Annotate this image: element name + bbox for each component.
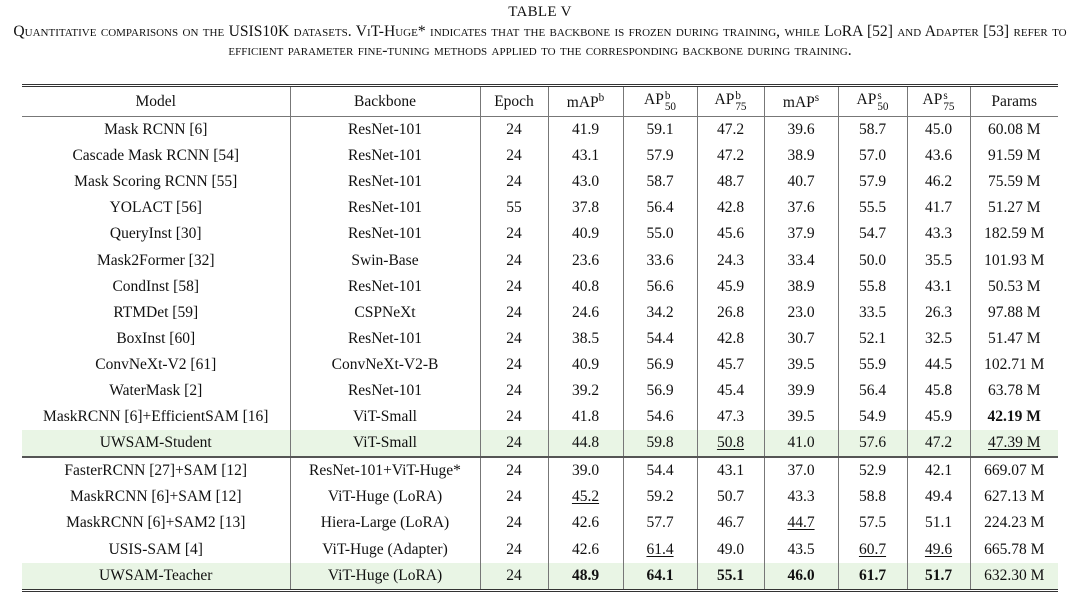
table-caption: Quantitative comparisons on the USIS10K datasets. ViT-Huge* indicates that the backbone is frozen during training, while LoRA [52] and Adapter [53] refer to efficient parameter fine-tuning methods applied to the corresponding backbone during training. xyxy=(13,23,1067,59)
table-row xyxy=(22,143,1058,169)
cell-ap50-s: 60.7 xyxy=(838,537,907,563)
header-map-s-sup: s xyxy=(814,91,820,104)
cell-map-s: 37.9 xyxy=(764,221,838,247)
header-ap75-s-sub: 75 xyxy=(943,100,955,113)
table-row xyxy=(22,537,1058,563)
cell-map-b: 40.8 xyxy=(548,274,623,300)
cell-backbone: ResNet-101 xyxy=(290,143,480,169)
cell-model: ConvNeXt-V2 [61] xyxy=(22,352,290,378)
cell-model: USIS-SAM [4] xyxy=(22,537,290,563)
table-row xyxy=(22,563,1058,589)
cell-epoch: 24 xyxy=(480,169,548,195)
cell-ap75-s: 43.1 xyxy=(907,274,970,300)
header-backbone: Backbone xyxy=(290,87,480,117)
cell-ap50-s: 55.9 xyxy=(838,352,907,378)
cell-ap75-b: 42.8 xyxy=(697,326,764,352)
header-map-b-base: mAP xyxy=(566,93,599,111)
cell-ap50-s: 58.8 xyxy=(838,484,907,510)
cell-params: 47.39 M xyxy=(970,430,1058,457)
cell-map-s: 37.6 xyxy=(764,195,838,221)
cell-backbone: ResNet-101 xyxy=(290,195,480,221)
header-map-b-sup: b xyxy=(598,91,605,104)
cell-ap75-s: 43.3 xyxy=(907,221,970,247)
cell-map-b: 38.5 xyxy=(548,326,623,352)
cell-model: MaskRCNN [6]+EfficientSAM [16] xyxy=(22,404,290,430)
header-ap50-b-sub: 50 xyxy=(664,100,676,113)
cell-ap50-b: 59.1 xyxy=(623,117,697,144)
cell-map-b: 41.8 xyxy=(548,404,623,430)
results-table xyxy=(22,87,1058,589)
cell-model: BoxInst [60] xyxy=(22,326,290,352)
cell-epoch: 24 xyxy=(480,221,548,247)
cell-backbone: ViT-Huge (LoRA) xyxy=(290,484,480,510)
cell-ap75-s: 51.1 xyxy=(907,510,970,536)
cell-params: 42.19 M xyxy=(987,408,1041,426)
cell-ap75-s: 46.2 xyxy=(907,169,970,195)
cell-params: 91.59 M xyxy=(987,147,1041,165)
cell-model: Mask RCNN [6] xyxy=(22,117,290,144)
cell-model: FasterRCNN [27]+SAM [12] xyxy=(22,457,290,484)
cell-params: 224.23 M xyxy=(984,514,1045,532)
cell-ap75-b: 42.8 xyxy=(697,195,764,221)
cell-epoch: 24 xyxy=(480,510,548,536)
cell-map-s: 44.7 xyxy=(764,510,838,536)
table-row xyxy=(22,484,1058,510)
cell-ap75-s: 51.7 xyxy=(907,563,970,589)
cell-params: 101.93 M xyxy=(984,251,1045,269)
table-row xyxy=(22,457,1058,484)
cell-ap50-b: 57.9 xyxy=(623,143,697,169)
cell-params: 669.07 M xyxy=(970,457,1058,484)
cell-backbone: ViT-Small xyxy=(290,404,480,430)
cell-ap50-b: 34.2 xyxy=(623,300,697,326)
cell-model: YOLACT [56] xyxy=(22,195,290,221)
cell-ap75-s: 45.0 xyxy=(907,117,970,144)
cell-ap75-b: 55.1 xyxy=(697,563,764,589)
cell-ap75-b: 47.3 xyxy=(697,404,764,430)
cell-ap50-s: 55.8 xyxy=(838,274,907,300)
header-epoch: Epoch xyxy=(480,87,548,117)
table-row xyxy=(22,300,1058,326)
header-ap75-s-sup: s xyxy=(943,90,948,103)
table-body xyxy=(22,117,1058,589)
header-model: Model xyxy=(22,87,290,117)
cell-ap50-s: 54.9 xyxy=(838,404,907,430)
table-row xyxy=(22,510,1058,536)
cell-ap75-s: 42.1 xyxy=(907,457,970,484)
cell-model: RTMDet [59] xyxy=(22,300,290,326)
cell-map-s: 41.0 xyxy=(764,430,838,457)
cell-ap75-b: 45.9 xyxy=(697,274,764,300)
header-map-b xyxy=(548,87,623,117)
cell-ap50-s: 57.5 xyxy=(838,510,907,536)
cell-map-b: 39.2 xyxy=(548,378,623,404)
cell-model: CondInst [58] xyxy=(22,274,290,300)
header-ap50-b-sup: b xyxy=(664,90,671,103)
cell-backbone: ConvNeXt-V2-B xyxy=(290,352,480,378)
header-ap50-b xyxy=(623,87,697,117)
cell-map-s: 39.9 xyxy=(764,378,838,404)
cell-map-b: 43.1 xyxy=(548,143,623,169)
cell-epoch: 24 xyxy=(480,430,548,457)
cell-model: WaterMask [2] xyxy=(22,378,290,404)
cell-ap50-b: 56.6 xyxy=(623,274,697,300)
cell-ap50-b: 59.8 xyxy=(623,430,697,457)
cell-epoch: 24 xyxy=(480,537,548,563)
header-ap75-b-sub: 75 xyxy=(735,100,747,113)
cell-ap75-b: 43.1 xyxy=(697,457,764,484)
table-row xyxy=(22,378,1058,404)
cell-params: 75.59 M xyxy=(987,173,1041,191)
cell-backbone: ResNet-101 xyxy=(290,378,480,404)
cell-map-s: 37.0 xyxy=(764,457,838,484)
cell-epoch: 24 xyxy=(480,326,548,352)
cell-map-b: 44.8 xyxy=(548,430,623,457)
cell-map-b: 40.9 xyxy=(548,352,623,378)
cell-epoch: 24 xyxy=(480,378,548,404)
cell-ap75-s: 26.3 xyxy=(907,300,970,326)
cell-ap75-s: 45.9 xyxy=(907,404,970,430)
cell-backbone: ResNet-101 xyxy=(290,221,480,247)
cell-epoch: 24 xyxy=(480,484,548,510)
cell-ap50-b: 54.6 xyxy=(623,404,697,430)
cell-ap50-b: 56.9 xyxy=(623,352,697,378)
table-row xyxy=(22,221,1058,247)
cell-ap75-b: 50.7 xyxy=(697,484,764,510)
header-params: Params xyxy=(970,87,1058,117)
cell-ap50-s: 57.9 xyxy=(838,169,907,195)
table-row xyxy=(22,430,1058,457)
cell-backbone: ResNet-101 xyxy=(290,117,480,144)
cell-epoch: 24 xyxy=(480,404,548,430)
cell-epoch: 24 xyxy=(480,300,548,326)
cell-ap75-s: 41.7 xyxy=(907,195,970,221)
cell-ap75-b: 45.4 xyxy=(697,378,764,404)
cell-ap75-b: 45.7 xyxy=(697,352,764,378)
cell-ap50-b: 55.0 xyxy=(623,221,697,247)
cell-map-s: 39.5 xyxy=(764,352,838,378)
cell-params: 632.30 M xyxy=(970,563,1058,589)
cell-ap50-s: 55.5 xyxy=(838,195,907,221)
cell-ap50-b: 56.4 xyxy=(623,195,697,221)
cell-ap75-b: 24.3 xyxy=(697,247,764,273)
cell-map-s: 43.5 xyxy=(764,537,838,563)
header-ap75-s xyxy=(907,87,970,117)
header-map-s xyxy=(764,87,838,117)
cell-model: Mask Scoring RCNN [55] xyxy=(22,169,290,195)
cell-params: 665.78 M xyxy=(984,540,1045,558)
cell-backbone: Hiera-Large (LoRA) xyxy=(290,510,480,536)
cell-ap75-b: 49.0 xyxy=(697,537,764,563)
cell-backbone: ViT-Huge (Adapter) xyxy=(290,537,480,563)
cell-ap50-b: 58.7 xyxy=(623,169,697,195)
header-ap50-s-base: AP xyxy=(856,90,877,108)
cell-backbone: ResNet-101+ViT-Huge* xyxy=(290,457,480,484)
header-ap75-b xyxy=(697,87,764,117)
cell-ap50-s: 33.5 xyxy=(838,300,907,326)
header-row xyxy=(22,87,1058,117)
cell-ap50-b: 64.1 xyxy=(623,563,697,589)
cell-backbone: CSPNeXt xyxy=(290,300,480,326)
table-row xyxy=(22,169,1058,195)
cell-epoch: 24 xyxy=(480,247,548,273)
cell-backbone: ResNet-101 xyxy=(290,326,480,352)
cell-map-s: 46.0 xyxy=(764,563,838,589)
cell-ap50-b: 59.2 xyxy=(623,484,697,510)
cell-model: MaskRCNN [6]+SAM2 [13] xyxy=(22,510,290,536)
cell-epoch: 24 xyxy=(480,457,548,484)
cell-ap50-b: 56.9 xyxy=(623,378,697,404)
cell-backbone: ViT-Huge (LoRA) xyxy=(290,563,480,589)
header-ap75-s-base: AP xyxy=(922,90,943,108)
cell-map-b: 42.6 xyxy=(548,537,623,563)
header-ap75-b-base: AP xyxy=(714,90,735,108)
table-row xyxy=(22,247,1058,273)
cell-ap75-b: 50.8 xyxy=(697,430,764,457)
cell-model: UWSAM-Student xyxy=(22,430,290,457)
cell-ap75-s: 35.5 xyxy=(907,247,970,273)
cell-map-b: 23.6 xyxy=(548,247,623,273)
cell-epoch: 24 xyxy=(480,117,548,144)
cell-epoch: 24 xyxy=(480,143,548,169)
cell-params: 51.47 M xyxy=(987,329,1041,347)
cell-ap75-s: 32.5 xyxy=(907,326,970,352)
cell-model: QueryInst [30] xyxy=(22,221,290,247)
cell-ap50-b: 57.7 xyxy=(623,510,697,536)
cell-backbone: Swin-Base xyxy=(290,247,480,273)
cell-ap75-b: 45.6 xyxy=(697,221,764,247)
header-ap50-s xyxy=(838,87,907,117)
table-row xyxy=(22,195,1058,221)
cell-ap50-s: 50.0 xyxy=(838,247,907,273)
cell-map-b: 40.9 xyxy=(548,221,623,247)
cell-ap50-s: 57.0 xyxy=(838,143,907,169)
cell-ap75-s: 45.8 xyxy=(907,378,970,404)
cell-map-s: 39.6 xyxy=(764,117,838,144)
cell-map-s: 30.7 xyxy=(764,326,838,352)
cell-params: 63.78 M xyxy=(987,381,1041,399)
results-table-wrapper xyxy=(22,84,1058,592)
cell-model: UWSAM-Teacher xyxy=(22,563,290,589)
cell-backbone: ResNet-101 xyxy=(290,169,480,195)
cell-ap75-b: 26.8 xyxy=(697,300,764,326)
header-map-s-base: mAP xyxy=(782,93,815,111)
cell-map-b: 41.9 xyxy=(548,117,623,144)
cell-ap75-b: 47.2 xyxy=(697,143,764,169)
cell-ap75-s: 43.6 xyxy=(907,143,970,169)
table-row xyxy=(22,274,1058,300)
cell-ap50-s: 54.7 xyxy=(838,221,907,247)
cell-model: Cascade Mask RCNN [54] xyxy=(22,143,290,169)
cell-map-s: 33.4 xyxy=(764,247,838,273)
cell-ap50-s: 56.4 xyxy=(838,378,907,404)
cell-ap50-b: 54.4 xyxy=(623,457,697,484)
cell-params: 60.08 M xyxy=(987,121,1041,139)
cell-map-s: 40.7 xyxy=(764,169,838,195)
cell-map-s: 38.9 xyxy=(764,274,838,300)
cell-model: MaskRCNN [6]+SAM [12] xyxy=(22,484,290,510)
cell-map-b: 24.6 xyxy=(548,300,623,326)
cell-ap50-b: 61.4 xyxy=(623,537,697,563)
cell-params: 102.71 M xyxy=(984,355,1045,373)
cell-ap75-s: 49.4 xyxy=(907,484,970,510)
cell-params: 97.88 M xyxy=(987,303,1041,321)
header-ap50-s-sub: 50 xyxy=(877,100,889,113)
cell-map-s: 39.5 xyxy=(764,404,838,430)
cell-map-b: 45.2 xyxy=(548,484,623,510)
cell-map-b: 42.6 xyxy=(548,510,623,536)
cell-map-b: 48.9 xyxy=(548,563,623,589)
cell-ap50-s: 58.7 xyxy=(838,117,907,144)
cell-params: 627.13 M xyxy=(984,488,1045,506)
header-ap50-b-base: AP xyxy=(644,90,664,108)
header-ap75-b-sup: b xyxy=(735,90,741,103)
table-row xyxy=(22,326,1058,352)
cell-epoch: 24 xyxy=(480,352,548,378)
cell-map-s: 38.9 xyxy=(764,143,838,169)
table-row xyxy=(22,404,1058,430)
cell-ap75-s: 47.2 xyxy=(907,430,970,457)
cell-ap75-s: 44.5 xyxy=(907,352,970,378)
cell-map-b: 37.8 xyxy=(548,195,623,221)
header-ap50-s-sup: s xyxy=(877,90,882,103)
cell-ap75-b: 48.7 xyxy=(697,169,764,195)
cell-model: Mask2Former [32] xyxy=(22,247,290,273)
cell-ap50-b: 33.6 xyxy=(623,247,697,273)
cell-ap50-s: 57.6 xyxy=(838,430,907,457)
cell-ap75-b: 47.2 xyxy=(697,117,764,144)
cell-ap75-s: 49.6 xyxy=(907,537,970,563)
cell-ap50-s: 61.7 xyxy=(838,563,907,589)
cell-ap50-b: 54.4 xyxy=(623,326,697,352)
cell-map-b: 39.0 xyxy=(548,457,623,484)
cell-ap50-s: 52.1 xyxy=(838,326,907,352)
cell-params: 51.27 M xyxy=(987,199,1041,217)
cell-epoch: 24 xyxy=(480,274,548,300)
cell-backbone: ViT-Small xyxy=(290,430,480,457)
table-row xyxy=(22,117,1058,144)
cell-epoch: 55 xyxy=(480,195,548,221)
cell-ap75-b: 46.7 xyxy=(697,510,764,536)
cell-ap50-s: 52.9 xyxy=(838,457,907,484)
table-number: TABLE V xyxy=(508,4,572,20)
cell-params: 182.59 M xyxy=(984,225,1045,243)
cell-params: 50.53 M xyxy=(987,277,1041,295)
cell-map-s: 43.3 xyxy=(764,484,838,510)
cell-map-b: 43.0 xyxy=(548,169,623,195)
cell-epoch: 24 xyxy=(480,563,548,589)
cell-backbone: ResNet-101 xyxy=(290,274,480,300)
table-row xyxy=(22,352,1058,378)
cell-map-s: 23.0 xyxy=(764,300,838,326)
